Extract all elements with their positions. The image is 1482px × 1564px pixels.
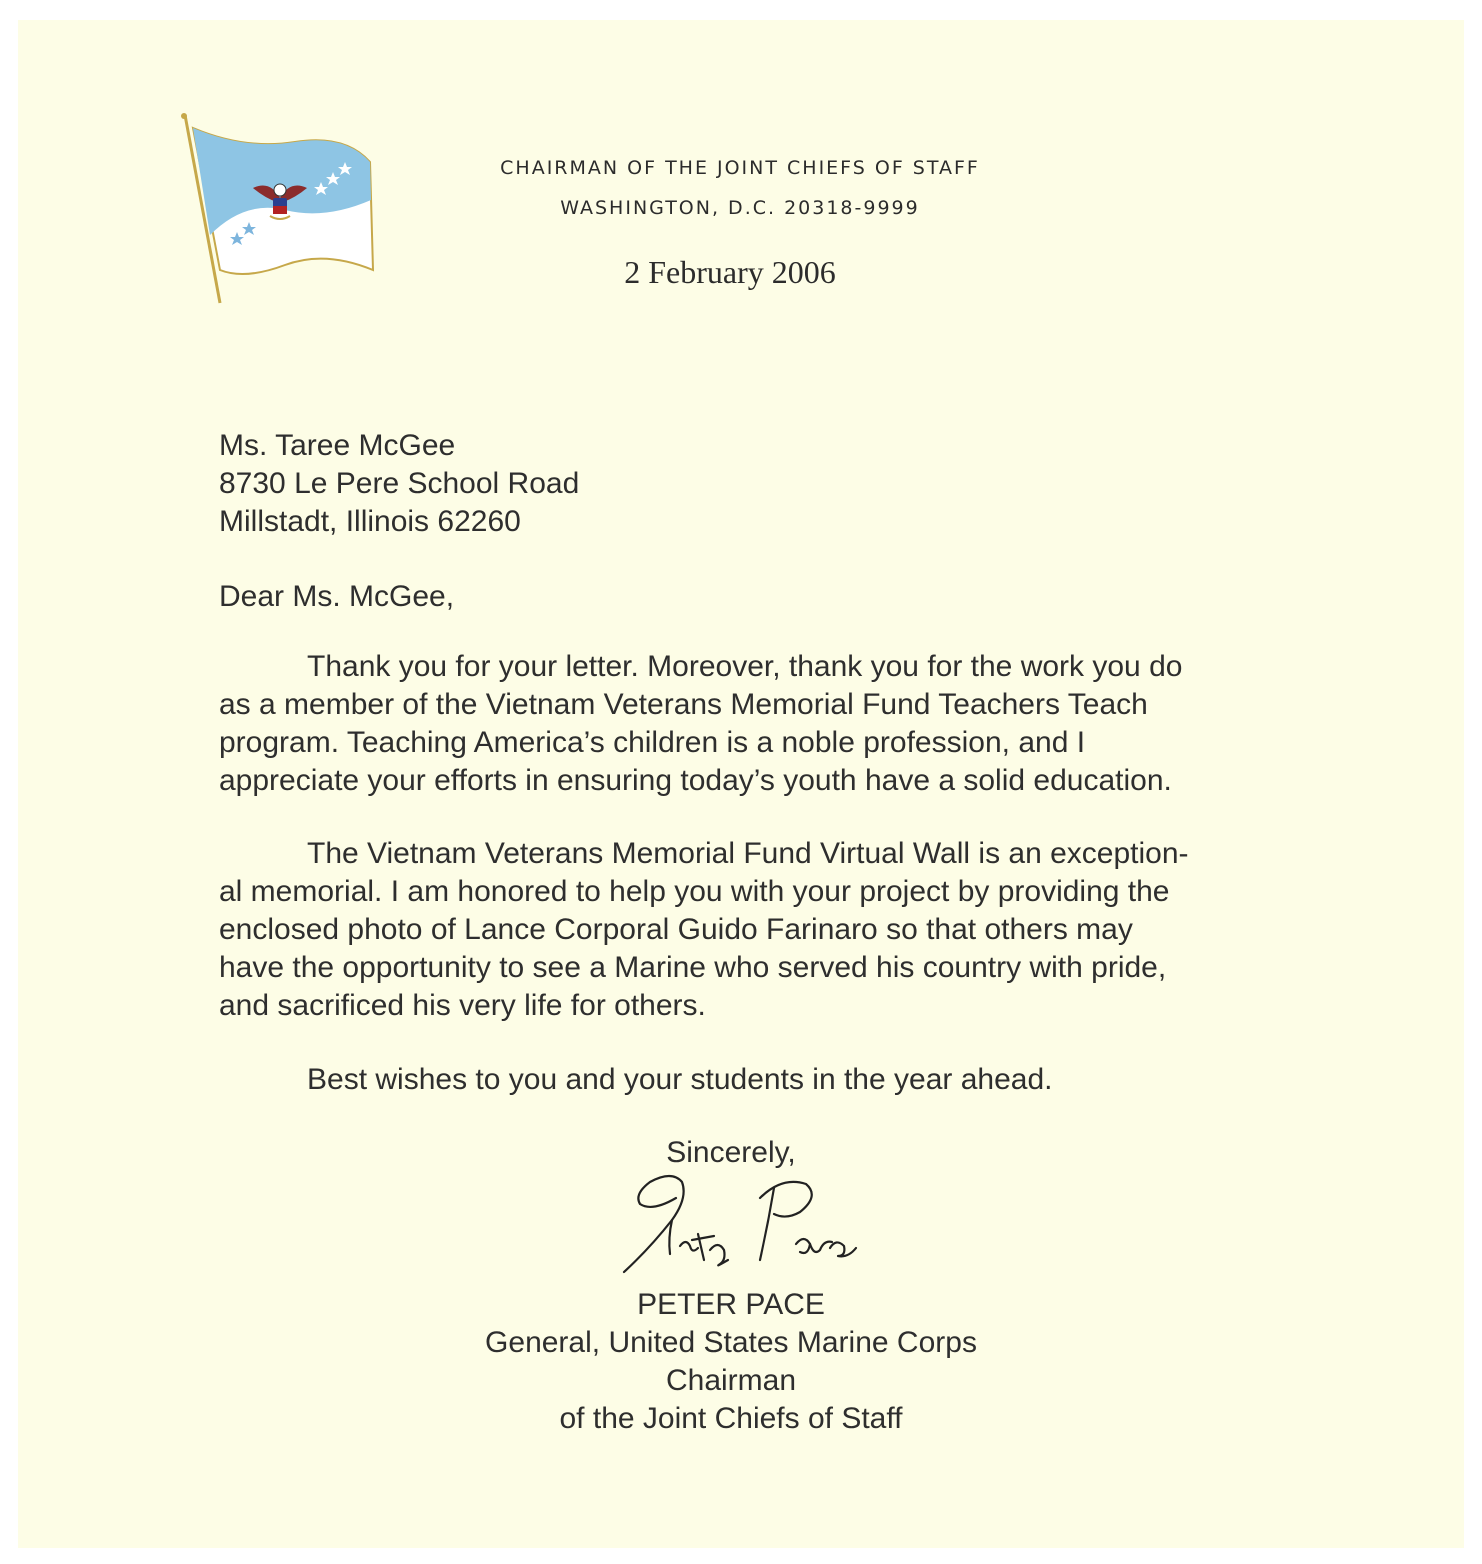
signer-title-line-2: of the Joint Chiefs of Staff bbox=[559, 1402, 903, 1435]
letter-date: 2 February 2006 bbox=[624, 254, 836, 290]
paragraph-1 bbox=[219, 648, 1182, 800]
chairman-flag-icon bbox=[175, 110, 380, 310]
signature-image bbox=[610, 1168, 870, 1278]
paragraph-3: Best wishes to you and your students in the year ahead. bbox=[307, 1063, 1053, 1096]
signer-rank: General, United States Marine Corps bbox=[485, 1326, 977, 1359]
paragraph-line: The Vietnam Veterans Memorial Fund Virtual Wall is an exception- bbox=[307, 837, 1189, 870]
paragraph-2 bbox=[219, 835, 1189, 1025]
paragraph-line: appreciate your efforts in ensuring today’s youth have a solid education. bbox=[219, 764, 1172, 797]
paragraph-line: and sacrificed his very life for others. bbox=[219, 989, 706, 1022]
signer-block bbox=[381, 1286, 1081, 1438]
recipient-street: 8730 Le Pere School Road bbox=[219, 467, 580, 500]
letterhead-title: CHAIRMAN OF THE JOINT CHIEFS OF STAFF bbox=[500, 157, 980, 179]
letterhead-address: WASHINGTON, D.C. 20318-9999 bbox=[560, 197, 920, 219]
recipient-address bbox=[219, 427, 579, 541]
paragraph-line: enclosed photo of Lance Corporal Guido Farinaro so that others may bbox=[219, 913, 1133, 946]
closing: Sincerely, bbox=[666, 1136, 796, 1169]
recipient-city: Millstadt, Illinois 62260 bbox=[219, 505, 521, 538]
salutation: Dear Ms. McGee, bbox=[219, 580, 455, 613]
recipient-name: Ms. Taree McGee bbox=[219, 429, 456, 462]
paragraph-line: have the opportunity to see a Marine who served his country with pride, bbox=[219, 951, 1167, 984]
paragraph-line: as a member of the Vietnam Veterans Memorial Fund Teachers Teach bbox=[219, 688, 1148, 721]
paragraph-line: Thank you for your letter. Moreover, thank you for the work you do bbox=[307, 650, 1183, 683]
signer-name: PETER PACE bbox=[637, 1288, 825, 1321]
signer-title-line-1: Chairman bbox=[665, 1364, 797, 1397]
paragraph-line: al memorial. I am honored to help you with your project by providing the bbox=[219, 875, 1170, 908]
paragraph-line: program. Teaching America’s children is a noble profession, and I bbox=[219, 726, 1086, 759]
